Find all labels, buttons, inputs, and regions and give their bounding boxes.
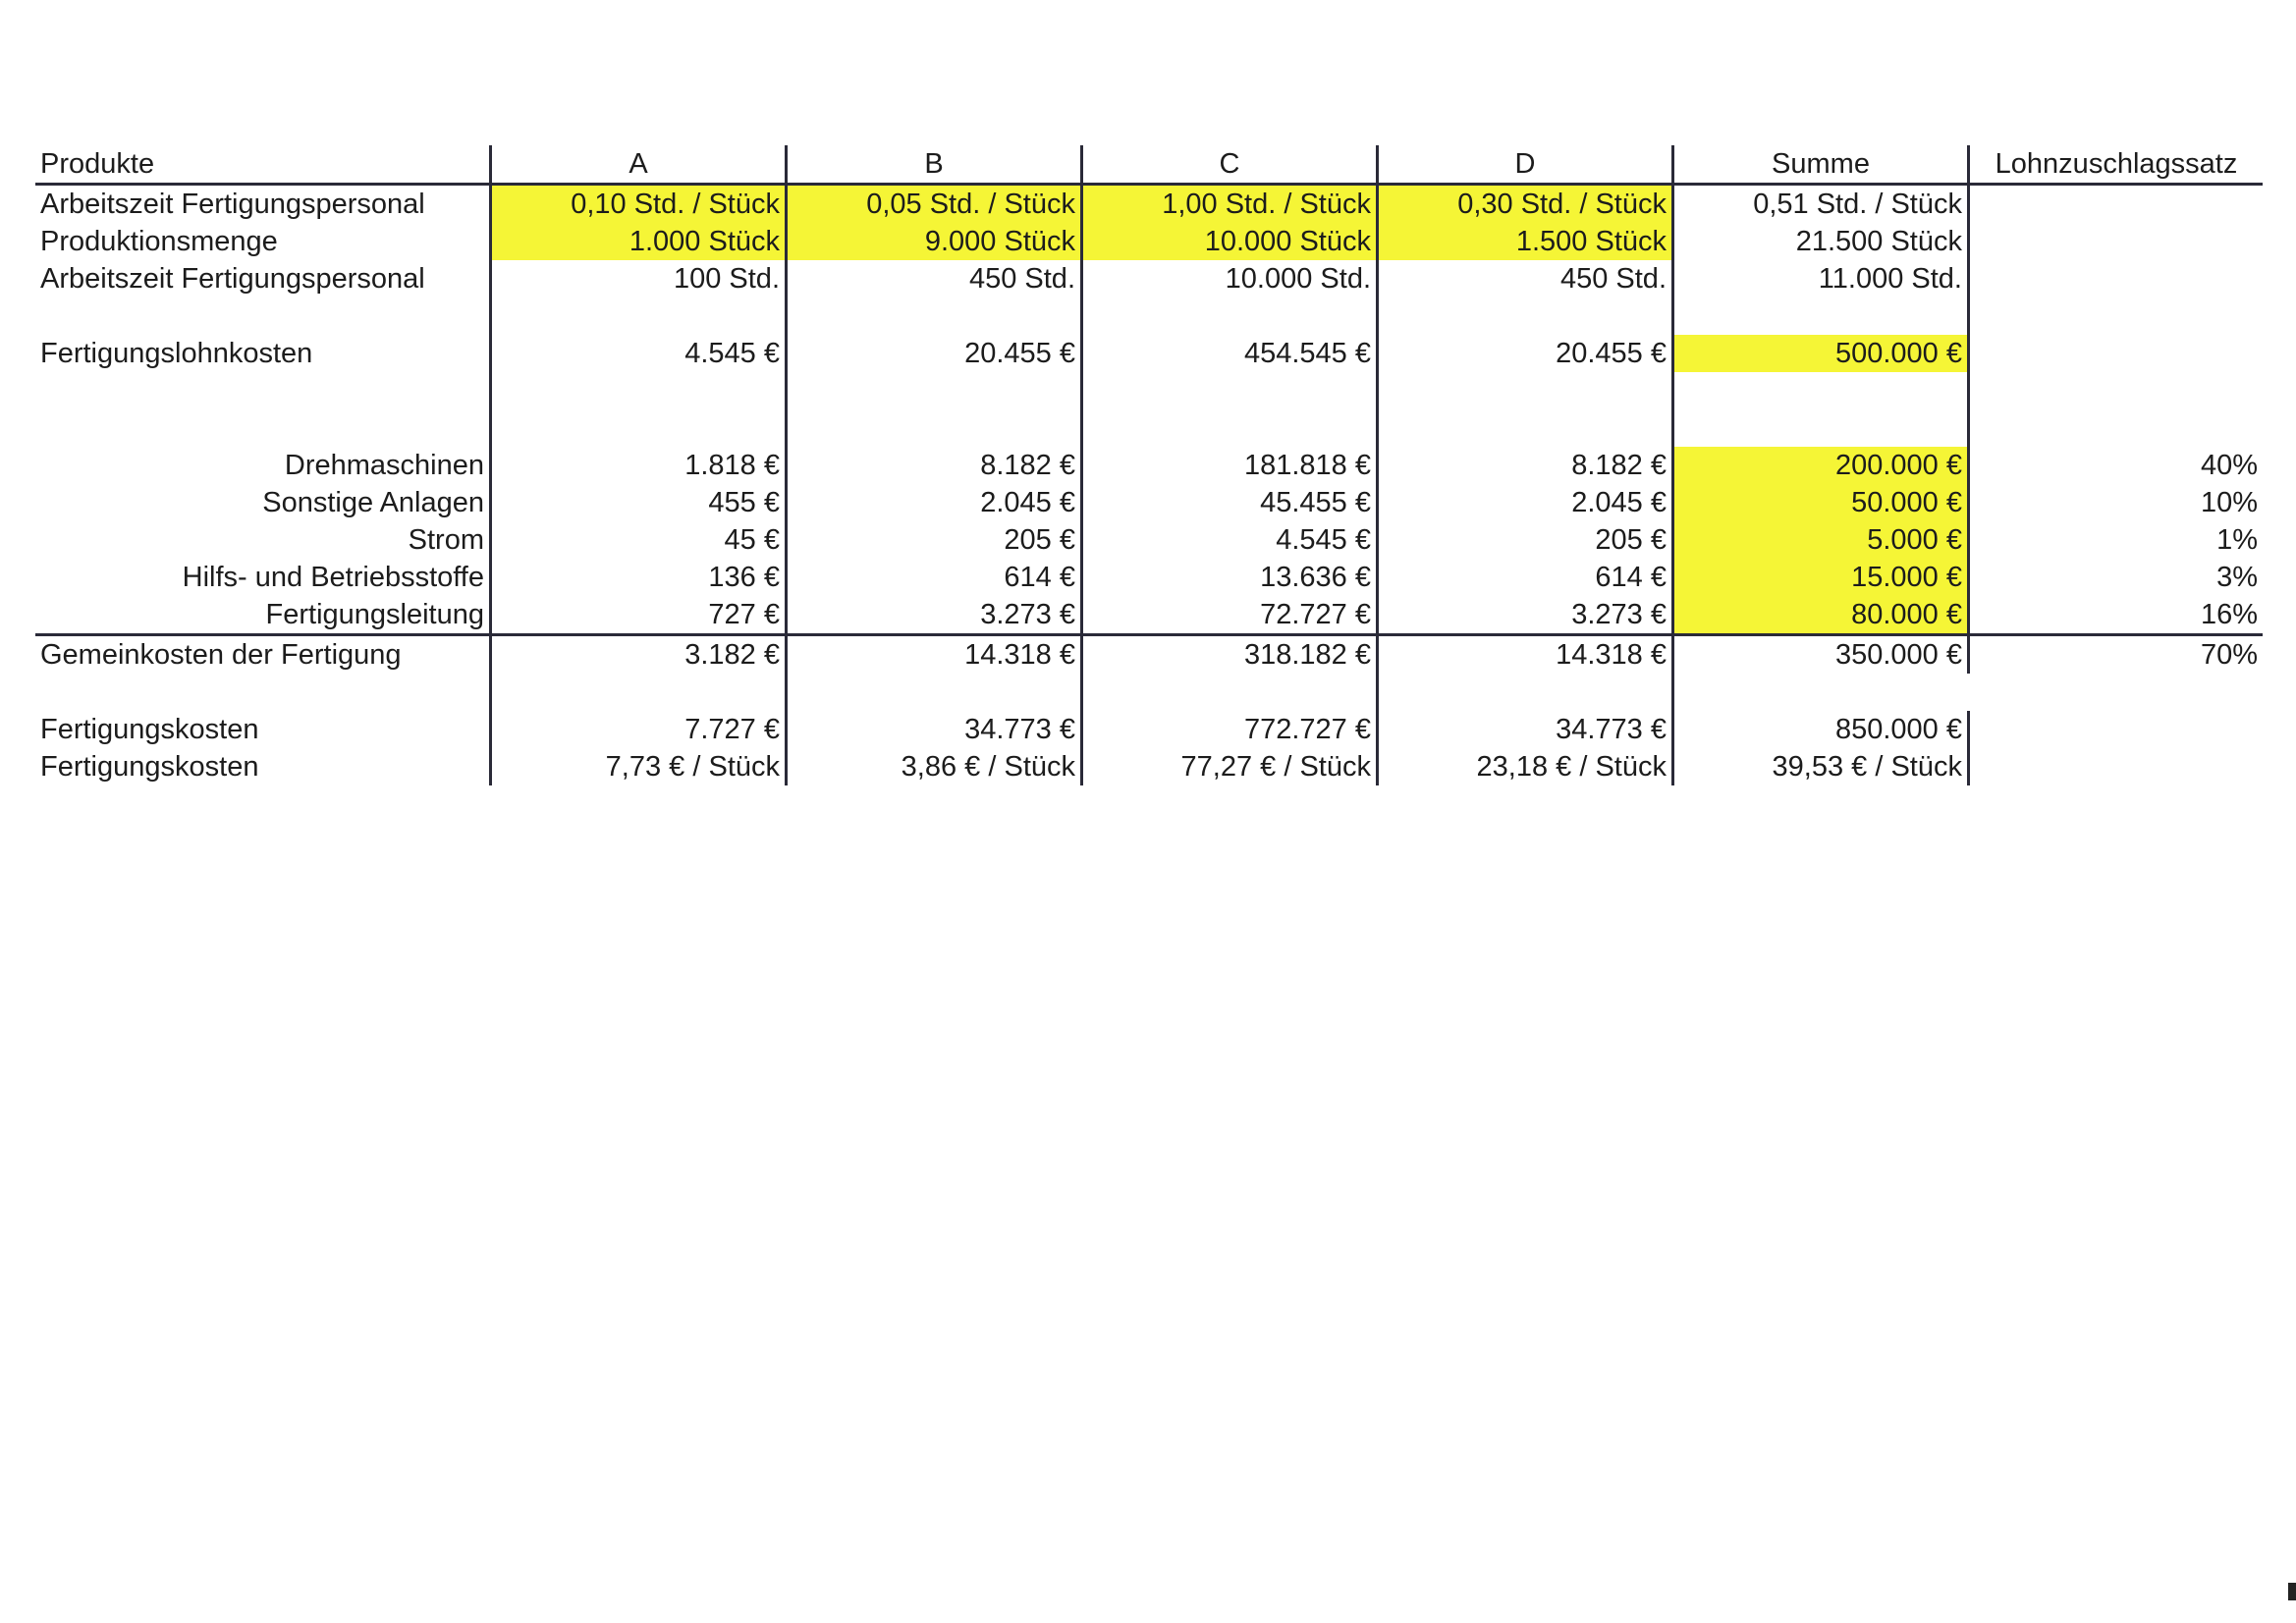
row-drehmaschinen <box>35 447 2263 484</box>
cell-summe: 11.000 Std. <box>1673 260 1969 298</box>
cell-d: 1.500 Stück <box>1378 223 1673 260</box>
header-row <box>35 145 2263 185</box>
cell-c: 72.727 € <box>1082 596 1378 635</box>
cell-d: 8.182 € <box>1378 447 1673 484</box>
row-label: Fertigungskosten <box>40 751 259 783</box>
header-lohnzuschlagssatz: Lohnzuschlagssatz <box>1969 145 2264 185</box>
cell-summe: 5.000 € <box>1673 521 1969 559</box>
cell-b: 3.273 € <box>787 596 1082 635</box>
row-gemeinkosten <box>35 635 2263 675</box>
row-strom <box>35 521 2263 559</box>
header-summe: Summe <box>1673 145 1969 185</box>
cell-d: 20.455 € <box>1378 335 1673 372</box>
cell-c: 454.545 € <box>1082 335 1378 372</box>
cell-a: 4.545 € <box>491 335 787 372</box>
cell-d: 23,18 € / Stück <box>1378 748 1673 785</box>
cell-zuschlag <box>1969 185 2264 224</box>
cell-zuschlag <box>1969 223 2264 260</box>
cell-summe: 80.000 € <box>1673 596 1969 635</box>
row-fertigungskosten-stueck <box>35 748 2263 785</box>
cell-b: 9.000 Stück <box>787 223 1082 260</box>
scan-mark <box>2288 1583 2296 1600</box>
cell-d: 450 Std. <box>1378 260 1673 298</box>
row-label: Produktionsmenge <box>40 226 278 257</box>
cost-table <box>35 145 2263 785</box>
row-label: Hilfs- und Betriebsstoffe <box>182 562 484 593</box>
cell-summe: 50.000 € <box>1673 484 1969 521</box>
cell-b: 14.318 € <box>787 635 1082 675</box>
cell-zuschlag <box>1969 260 2264 298</box>
cell-a: 455 € <box>491 484 787 521</box>
row-label: Gemeinkosten der Fertigung <box>40 639 402 671</box>
spacer-row <box>35 298 2263 335</box>
cell-zuschlag: 70% <box>1969 635 2264 675</box>
cell-zuschlag <box>1969 711 2264 748</box>
cell-b: 3,86 € / Stück <box>787 748 1082 785</box>
cell-c: 77,27 € / Stück <box>1082 748 1378 785</box>
row-label: Sonstige Anlagen <box>262 487 484 518</box>
row-fertigungskosten <box>35 711 2263 748</box>
cell-d: 34.773 € <box>1378 711 1673 748</box>
cell-zuschlag <box>1969 748 2264 785</box>
cell-b: 205 € <box>787 521 1082 559</box>
cell-b: 450 Std. <box>787 260 1082 298</box>
cell-zuschlag <box>1969 335 2264 372</box>
cell-d: 3.273 € <box>1378 596 1673 635</box>
cell-summe: 200.000 € <box>1673 447 1969 484</box>
header-produkte: Produkte <box>35 145 491 185</box>
row-hilfs-betriebsstoffe <box>35 559 2263 596</box>
cell-a: 0,10 Std. / Stück <box>491 185 787 224</box>
row-arbeitszeit-stueck <box>35 185 2263 224</box>
cell-zuschlag: 3% <box>1969 559 2264 596</box>
cell-zuschlag: 16% <box>1969 596 2264 635</box>
cell-d: 2.045 € <box>1378 484 1673 521</box>
spacer-row <box>35 372 2263 447</box>
cell-c: 10.000 Stück <box>1082 223 1378 260</box>
row-sonstige-anlagen <box>35 484 2263 521</box>
cell-c: 181.818 € <box>1082 447 1378 484</box>
cell-d: 0,30 Std. / Stück <box>1378 185 1673 224</box>
cell-summe: 500.000 € <box>1673 335 1969 372</box>
row-arbeitszeit-gesamt <box>35 260 2263 298</box>
cell-zuschlag: 10% <box>1969 484 2264 521</box>
cell-c: 772.727 € <box>1082 711 1378 748</box>
cell-summe: 21.500 Stück <box>1673 223 1969 260</box>
cell-a: 1.000 Stück <box>491 223 787 260</box>
spacer-row <box>35 674 2263 711</box>
cell-d: 205 € <box>1378 521 1673 559</box>
row-label: Arbeitszeit Fertigungspersonal <box>40 263 425 295</box>
row-label: Strom <box>408 524 484 556</box>
row-produktionsmenge <box>35 223 2263 260</box>
header-product-b: B <box>787 145 1082 185</box>
cell-b: 34.773 € <box>787 711 1082 748</box>
cell-summe: 39,53 € / Stück <box>1673 748 1969 785</box>
cell-zuschlag: 40% <box>1969 447 2264 484</box>
cell-zuschlag: 1% <box>1969 521 2264 559</box>
cell-c: 318.182 € <box>1082 635 1378 675</box>
cell-c: 10.000 Std. <box>1082 260 1378 298</box>
cell-summe: 350.000 € <box>1673 635 1969 675</box>
header-product-a: A <box>491 145 787 185</box>
cell-a: 7,73 € / Stück <box>491 748 787 785</box>
cell-d: 614 € <box>1378 559 1673 596</box>
row-label: Fertigungsleitung <box>35 596 491 635</box>
row-lohnkosten <box>35 335 2263 372</box>
row-label: Fertigungslohnkosten <box>40 338 313 369</box>
cell-c: 45.455 € <box>1082 484 1378 521</box>
cell-d: 14.318 € <box>1378 635 1673 675</box>
cell-c: 4.545 € <box>1082 521 1378 559</box>
cell-summe: 850.000 € <box>1673 711 1969 748</box>
cell-a: 136 € <box>491 559 787 596</box>
cell-summe: 0,51 Std. / Stück <box>1673 185 1969 224</box>
cell-a: 727 € <box>491 596 787 635</box>
row-fertigungsleitung <box>35 596 2263 635</box>
cell-b: 8.182 € <box>787 447 1082 484</box>
cell-b: 20.455 € <box>787 335 1082 372</box>
cell-a: 100 Std. <box>491 260 787 298</box>
row-label: Drehmaschinen <box>284 450 484 481</box>
cell-a: 7.727 € <box>491 711 787 748</box>
cell-c: 13.636 € <box>1082 559 1378 596</box>
cell-a: 45 € <box>491 521 787 559</box>
cell-b: 614 € <box>787 559 1082 596</box>
row-label: Arbeitszeit Fertigungspersonal <box>40 189 425 220</box>
header-product-c: C <box>1082 145 1378 185</box>
cell-b: 0,05 Std. / Stück <box>787 185 1082 224</box>
cell-a: 3.182 € <box>491 635 787 675</box>
cell-b: 2.045 € <box>787 484 1082 521</box>
row-label: Fertigungskosten <box>40 714 259 745</box>
cell-c: 1,00 Std. / Stück <box>1082 185 1378 224</box>
cell-summe: 15.000 € <box>1673 559 1969 596</box>
cell-a: 1.818 € <box>491 447 787 484</box>
header-product-d: D <box>1378 145 1673 185</box>
